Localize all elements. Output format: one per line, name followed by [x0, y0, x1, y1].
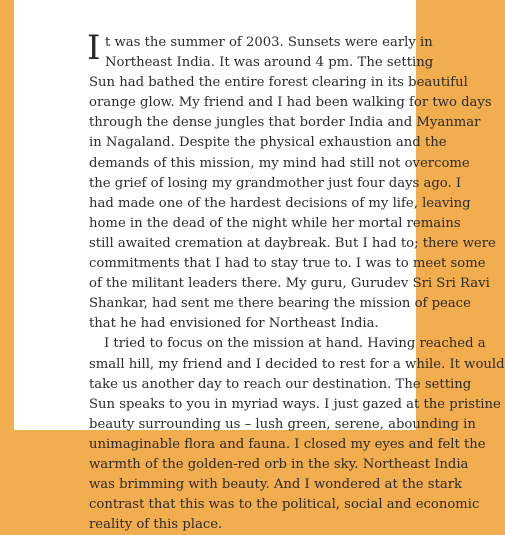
- paragraph-2-line: take us another day to reach our destination. The setting: [89, 376, 472, 392]
- paragraph-1-line: that he had envisioned for Northeast India.: [89, 316, 379, 332]
- paragraph-1-line: commitments that I had to stay true to. I was to meet some: [89, 256, 486, 272]
- paragraph-1-line: Northeast India. It was around 4 pm. The setting: [105, 55, 434, 71]
- paragraph-2-line: Sun speaks to you in myriad ways. I just gazed at the pristine: [89, 396, 501, 412]
- paragraph-2-line: warmth of the golden-red orb in the sky. Northeast India: [89, 456, 469, 472]
- paragraph-1-line: had made one of the hardest decisions of my life, leaving: [89, 195, 471, 211]
- paragraph-2: [89, 334, 505, 535]
- paragraph-1-line: through the dense jungles that border India and Myanmar: [89, 115, 481, 131]
- paragraph-1-line: Shankar, had sent me there bearing the mission of peace: [89, 296, 471, 312]
- body-text: [87, 28, 505, 535]
- paragraph-2-line: I tried to focus on the mission at hand. Having reached a: [104, 336, 486, 352]
- paragraph-1-line: demands of this mission, my mind had still not overcome: [89, 155, 470, 171]
- paragraph-1-line: still awaited cremation at daybreak. But I had to; there were: [89, 235, 496, 251]
- paragraph-1-line: in Nagaland. Despite the physical exhaustion and the: [89, 135, 447, 151]
- paragraph-2-line: was brimming with beauty. And I wondered at the stark: [89, 477, 463, 493]
- paragraph-2-line: beauty surrounding us – lush green, serene, abounding in: [89, 416, 476, 432]
- drop-cap: I: [87, 28, 101, 68]
- paragraph-2-line: unimaginable flora and fauna. I closed my eyes and felt the: [89, 436, 486, 452]
- first-line-text: t was the summer of 2003. Sunsets were early in: [105, 35, 433, 50]
- paragraph-1-line: of the militant leaders there. My guru, Gurudev Sri Sri Ravi: [89, 276, 490, 292]
- paragraph-2-line: contrast that this was to the political, social and economic: [89, 497, 480, 513]
- paragraph-2-line: reality of this place.: [89, 517, 223, 533]
- paragraph-1-line: Sun had bathed the entire forest clearing in its beautiful: [89, 75, 468, 91]
- book-page: [14, 0, 505, 533]
- paragraph-1: [87, 28, 496, 334]
- paragraph-2-line: small hill, my friend and I decided to rest for a while. It would: [89, 356, 505, 372]
- paragraph-1-line: the grief of losing my grandmother just four days ago. I: [89, 175, 462, 191]
- paragraph-1-line: home in the dead of the night while her mortal remains: [89, 215, 461, 231]
- paragraph-1-line: orange glow. My friend and I had been walking for two days: [89, 95, 492, 111]
